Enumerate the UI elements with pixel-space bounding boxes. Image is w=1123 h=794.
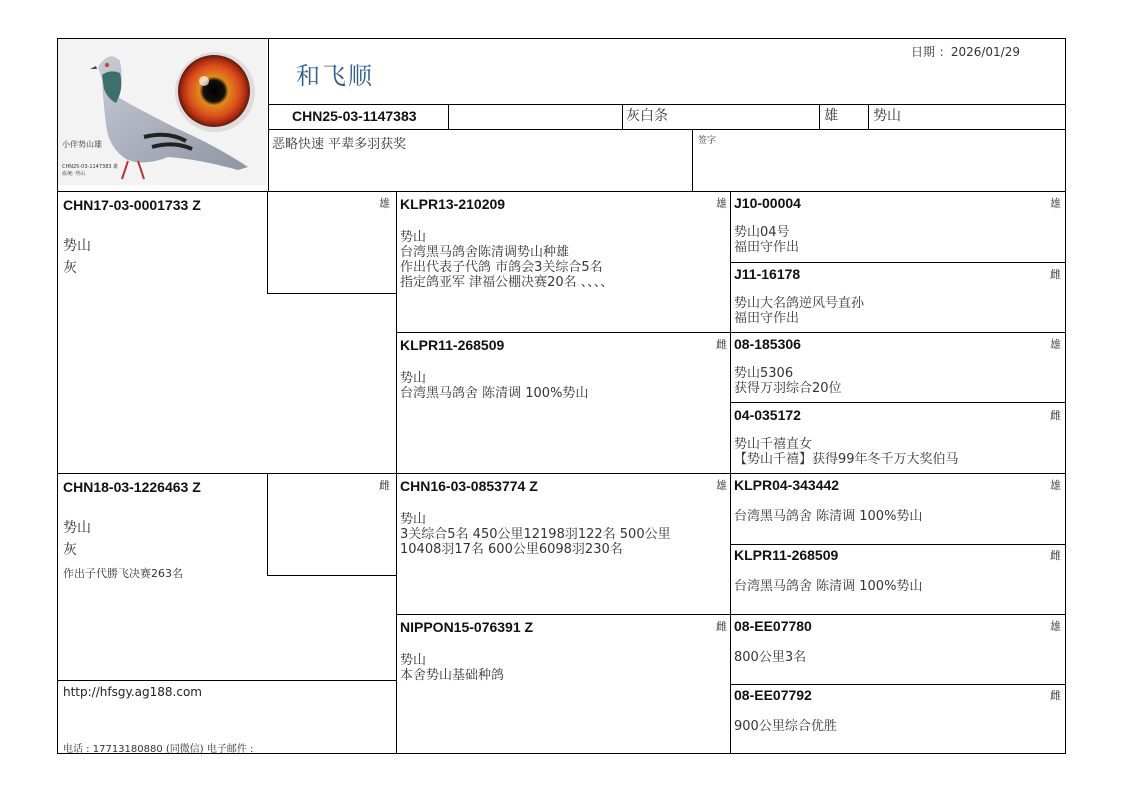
header-notes: 恶略快速 平辈多羽获奖: [272, 137, 407, 152]
grandparent-3: [400, 478, 726, 557]
dam-strain: 势山: [63, 520, 91, 536]
grandparent-sex: 雄: [716, 479, 727, 492]
sire-sex-box-label: 雄: [379, 197, 390, 210]
grandparent-4: [400, 619, 726, 683]
great-grandparent-ring: 08-185306: [734, 336, 801, 352]
great-grandparent-notes: 台湾黑马鸽舍 陈清调 100%势山: [734, 579, 923, 594]
great-grandparent-ring: KLPR11-268509: [734, 547, 839, 563]
grandparent-sex: 雄: [716, 197, 727, 210]
grandparent-sex: 雌: [716, 338, 727, 351]
pigeon-name: 和飞顺: [296, 62, 374, 90]
dam-sex-box-label: 雌: [379, 479, 390, 492]
great-grandparent-notes: 台湾黑马鸽舍 陈清调 100%势山: [734, 509, 923, 524]
great-grandparent-sex: 雄: [1050, 479, 1061, 492]
great-grandparent-8: [734, 687, 1060, 734]
great-grandparent-sex: 雄: [1050, 338, 1061, 351]
contact-info: 电话 : 17713180880 (同微信) 电子邮件 :: [63, 744, 254, 755]
grandparent-2: [400, 337, 726, 401]
grandparent-notes: 势山 台湾黑马鸽舍陈清调势山种雄 作出代表子代鸽 市鸽会3关综合5名 指定鸽亚军 津福公棚决赛20名 、、、、: [400, 230, 614, 290]
grandparent-1: [400, 196, 726, 290]
great-grandparent-1: [734, 195, 1060, 255]
great-grandparent-ring: KLPR04-343442: [734, 477, 840, 493]
great-grandparent-sex: 雌: [1050, 689, 1061, 702]
sire-ring: CHN17-03-0001733 Z: [63, 197, 201, 213]
header-sex: 雄: [824, 108, 838, 124]
great-grandparent-2: [734, 266, 1060, 326]
header-color: 灰白条: [626, 108, 668, 124]
grandparent-notes: 势山 3关综合5名 450公里12198羽122名 500公里 10408羽17名 600公里6098羽230名: [400, 512, 671, 557]
great-grandparent-5: [734, 477, 1060, 524]
website-link[interactable]: http://hfsgy.ag188.com: [63, 685, 202, 699]
header-ring-number: CHN25-03-1147383: [292, 108, 417, 124]
grandparent-ring: CHN16-03-0853774 Z: [400, 478, 538, 494]
header-strain: 势山: [873, 108, 901, 124]
sire-card: [63, 197, 263, 276]
great-grandparent-sex: 雄: [1050, 197, 1061, 210]
dam-note: 作出子代勝飞决赛263名: [63, 567, 183, 580]
great-grandparent-3: [734, 336, 1060, 396]
great-grandparent-4: [734, 407, 1060, 467]
great-grandparent-notes: 800公里3名: [734, 650, 807, 665]
photo-caption-3: 血统: 势山: [62, 171, 86, 177]
dam-card: [63, 479, 263, 581]
grandparent-notes: 势山 本舍势山基础种鸽: [400, 653, 505, 683]
great-grandparent-ring: J10-00004: [734, 195, 801, 211]
great-grandparent-7: [734, 618, 1060, 665]
grandparent-ring: KLPR13-210209: [400, 196, 506, 212]
grandparent-notes: 势山 台湾黑马鸽舍 陈清调 100%势山: [400, 371, 589, 401]
grandparent-ring: KLPR11-268509: [400, 337, 505, 353]
great-grandparent-sex: 雌: [1050, 268, 1061, 281]
great-grandparent-notes: 势山04号 福田守作出: [734, 225, 800, 255]
great-grandparent-notes: 势山5306 获得万羽综合20位: [734, 366, 842, 396]
pigeon-photo: [58, 39, 267, 185]
dam-color: 灰: [63, 542, 77, 558]
photo-caption-2: CHN25-03-1147383 雄: [62, 164, 119, 170]
great-grandparent-6: [734, 547, 1060, 594]
great-grandparent-notes: 900公里综合优胜: [734, 719, 837, 734]
grandparent-ring: NIPPON15-076391 Z: [400, 619, 534, 635]
sire-strain: 势山: [63, 238, 91, 254]
great-grandparent-sex: 雄: [1050, 620, 1061, 633]
great-grandparent-ring: 08-EE07780: [734, 618, 812, 634]
sire-color: 灰: [63, 260, 77, 276]
signature-label: 签字: [698, 136, 717, 146]
great-grandparent-sex: 雌: [1050, 409, 1061, 422]
grandparent-sex: 雌: [716, 620, 727, 633]
photo-caption-1: 小伴势山雄: [62, 140, 102, 149]
print-date: 日期 ：2026/01/29: [911, 45, 1020, 59]
dam-ring: CHN18-03-1226463 Z: [63, 479, 201, 495]
great-grandparent-notes: 势山大名鸽逆风号直孙 福田守作出: [734, 296, 865, 326]
great-grandparent-ring: 08-EE07792: [734, 687, 812, 703]
great-grandparent-ring: J11-16178: [734, 266, 801, 282]
great-grandparent-sex: 雌: [1050, 549, 1061, 562]
great-grandparent-notes: 势山千禧直女 【势山千禧】获得99年冬千万大奖伯马: [734, 437, 959, 467]
great-grandparent-ring: 04-035172: [734, 407, 801, 423]
